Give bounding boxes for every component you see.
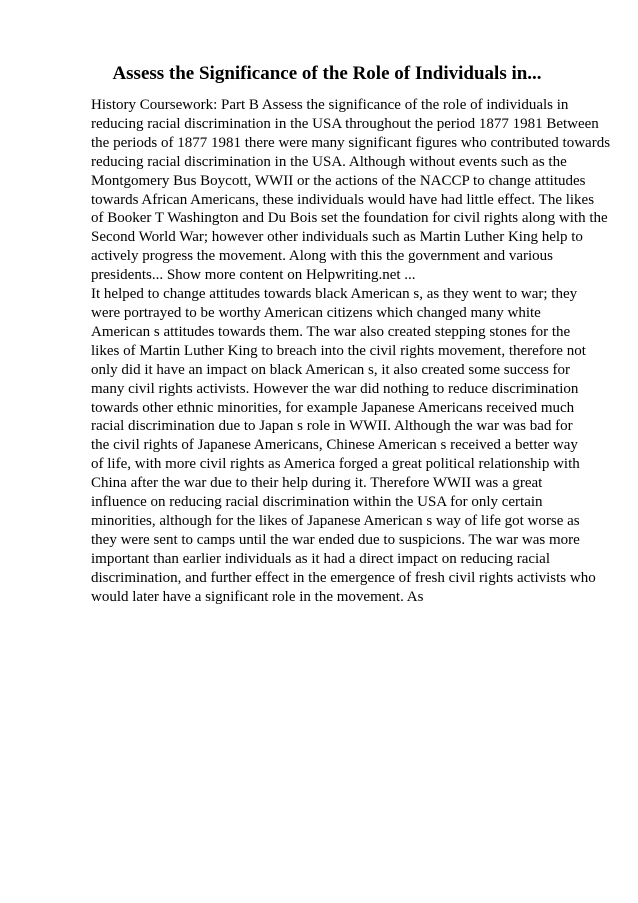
body-line: History Coursework: Part B Assess the significance of the role of individuals in [91, 97, 569, 113]
body-line: towards other ethnic minorities, for example Japanese Americans received much [91, 399, 575, 416]
body-line: they were sent to camps until the war ended due to suspicions. The war was more [91, 531, 580, 548]
body-line: towards African Americans, these individuals would have had little effect. The likes [91, 191, 595, 208]
body-line: influence on reducing racial discrimination within the USA for only certain [91, 494, 543, 511]
body-line: the civil rights of Japanese Americans, Chinese American s received a better way [91, 437, 578, 454]
body-line: China after the war due to their help during it. Therefore WWII was a great [91, 475, 543, 492]
document-title: Assess the Significance of the Role of Individuals in... [112, 63, 542, 84]
body-line: reducing racial discrimination in the USA throughout the period 1877 1981 Between [91, 115, 599, 132]
body-line: reducing racial discrimination in the USA. Although without events such as the [91, 153, 567, 170]
body-line: many civil rights activists. However the war did nothing to reduce discrimination [91, 380, 579, 397]
body-line: minorities, although for the likes of Japanese American s way of life got worse as [91, 512, 580, 529]
body-line: the periods of 1877 1981 there were many significant figures who contributed towards [91, 134, 611, 151]
body-line: Montgomery Bus Boycott, WWII or the actions of the NACCP to change attitudes [91, 172, 586, 189]
body-line: of life, with more civil rights as America forged a great political relationship with [91, 456, 580, 473]
body-line: were portrayed to be worthy American citizens which changed many white [91, 304, 541, 321]
body-line: likes of Martin Luther King to breach into the civil rights movement, therefore not [91, 342, 586, 359]
body-line: It helped to change attitudes towards black American s, as they went to war; they [91, 286, 578, 303]
document-body [91, 96, 611, 606]
body-line: discrimination, and further effect in the emergence of fresh civil rights activists who [91, 569, 596, 586]
body-line: American s attitudes towards them. The war also created stepping stones for the [91, 323, 571, 340]
body-line: actively progress the movement. Along with this the government and various [91, 248, 553, 265]
body-line: of Booker T Washington and Du Bois set the foundation for civil rights along with the [91, 210, 608, 227]
body-line: presidents... Show more content on Helpwriting.net ... [91, 267, 416, 284]
body-line: Second World War; however other individuals such as Martin Luther King help to [91, 229, 583, 246]
body-line: would later have a significant role in the movement. As [91, 588, 424, 605]
body-line: racial discrimination due to Japan s role in WWII. Although the war was bad for [91, 418, 573, 435]
body-line: only did it have an impact on black American s, it also created some success for [91, 361, 571, 378]
body-line: important than earlier individuals as it had a direct impact on reducing racial [91, 550, 551, 567]
